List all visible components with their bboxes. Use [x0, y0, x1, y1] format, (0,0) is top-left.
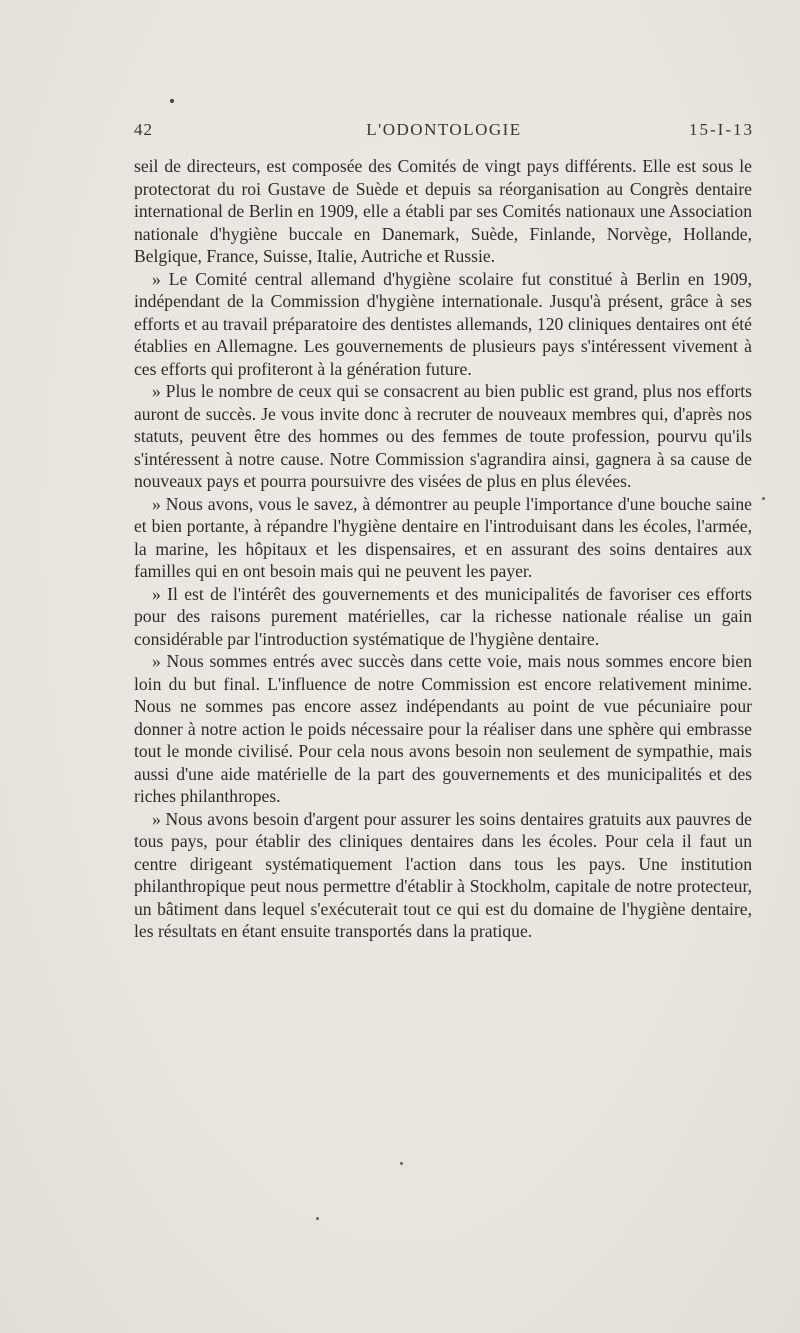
paragraph-continuation: seil de directeurs, est composée des Comités de vingt pays différents. Elle est sous le protectorat du roi Gustave de Suède et depuis sa réorganisation au Congrès dentaire international de Berlin en 1909, elle a établi par ses Comités nationaux une Association nationale d'hygiène buccale en Danemark, Suède, Finlande, Norvège, Hollande, Belgique, France, Suisse, Italie, Autriche et Russie.: [134, 156, 752, 266]
issue-date: 15-I-13: [689, 120, 754, 139]
print-speck: [762, 497, 765, 500]
paragraph: » Plus le nombre de ceux qui se consacrent au bien public est grand, plus nos efforts auront de succès. Je vous invite donc à recruter de nouveaux membres qui, d'après nos statuts, peuvent être des hommes ou des femmes de toute profession, pourvu qu'ils s'intéressent à notre cause. Notre Commission s'agrandira ainsi, gagnera à sa cause de nouveaux pays et pourra poursuivre des visées de plus en plus élevées.: [134, 381, 752, 491]
article-body: [134, 155, 752, 943]
paragraph: » Nous avons besoin d'argent pour assurer les soins dentaires gratuits aux pauvres de tous pays, pour établir des cliniques dentaires dans les écoles. Pour cela il faut un centre dirigeant systématiquement l'action dans tous les pays. Une institution philanthropique peut nous permettre d'établir à Stockholm, capitale de notre protecteur, un bâtiment dans lequel s'exécuterait tout ce qui est du domaine de l'hygiène dentaire, les résultats en étant ensuite transportés dans la pratique.: [134, 808, 752, 941]
paragraph: » Nous avons, vous le savez, à démontrer au peuple l'importance d'une bouche saine et bien portante, à répandre l'hygiène dentaire en l'introduisant dans les écoles, l'armée, la marine, les hôpitaux et les dispensaires, et en assurant des soins dentaires aux familles qui en ont besoin mais qui ne peuvent les payer.: [134, 493, 752, 581]
paragraph: » Nous sommes entrés avec succès dans cette voie, mais nous sommes encore bien loin du but final. L'influence de notre Commission est encore relativement minime. Nous ne sommes pas encore assez indépendants au point de vue pécuniaire pour donner à notre action le poids nécessaire pour la réaliser dans une sphère qui embrasse tout le monde civilisé. Pour cela nous avons besoin non seulement de sympathie, mais aussi d'une aide matérielle de la part des gouvernements et des municipalités et des riches philanthropes.: [134, 651, 752, 806]
page-number: 42: [134, 120, 153, 139]
journal-title: L'ODONTOLOGIE: [366, 120, 522, 139]
paragraph: » Le Comité central allemand d'hygiène scolaire fut constitué à Berlin en 1909, indépendant de la Commission d'hygiène internationale. Jusqu'à présent, grâce à ses efforts et au travail préparatoire des dentistes allemands, 120 cliniques dentaires ont été établies en Allemagne. Les gouvernements de plusieurs pays s'intéressent vivement à ces efforts qui profiteront à la génération future.: [134, 268, 752, 379]
print-speck: [170, 99, 174, 103]
paragraph: » Il est de l'intérêt des gouvernements et des municipalités de favoriser ces efforts pour des raisons purement matérielles, car la richesse nationale réalise un gain considérable par l'introduction systématique de l'hygiène dentaire.: [134, 583, 752, 649]
running-header: [134, 120, 754, 144]
print-speck: [400, 1162, 403, 1165]
print-speck: [316, 1217, 319, 1220]
